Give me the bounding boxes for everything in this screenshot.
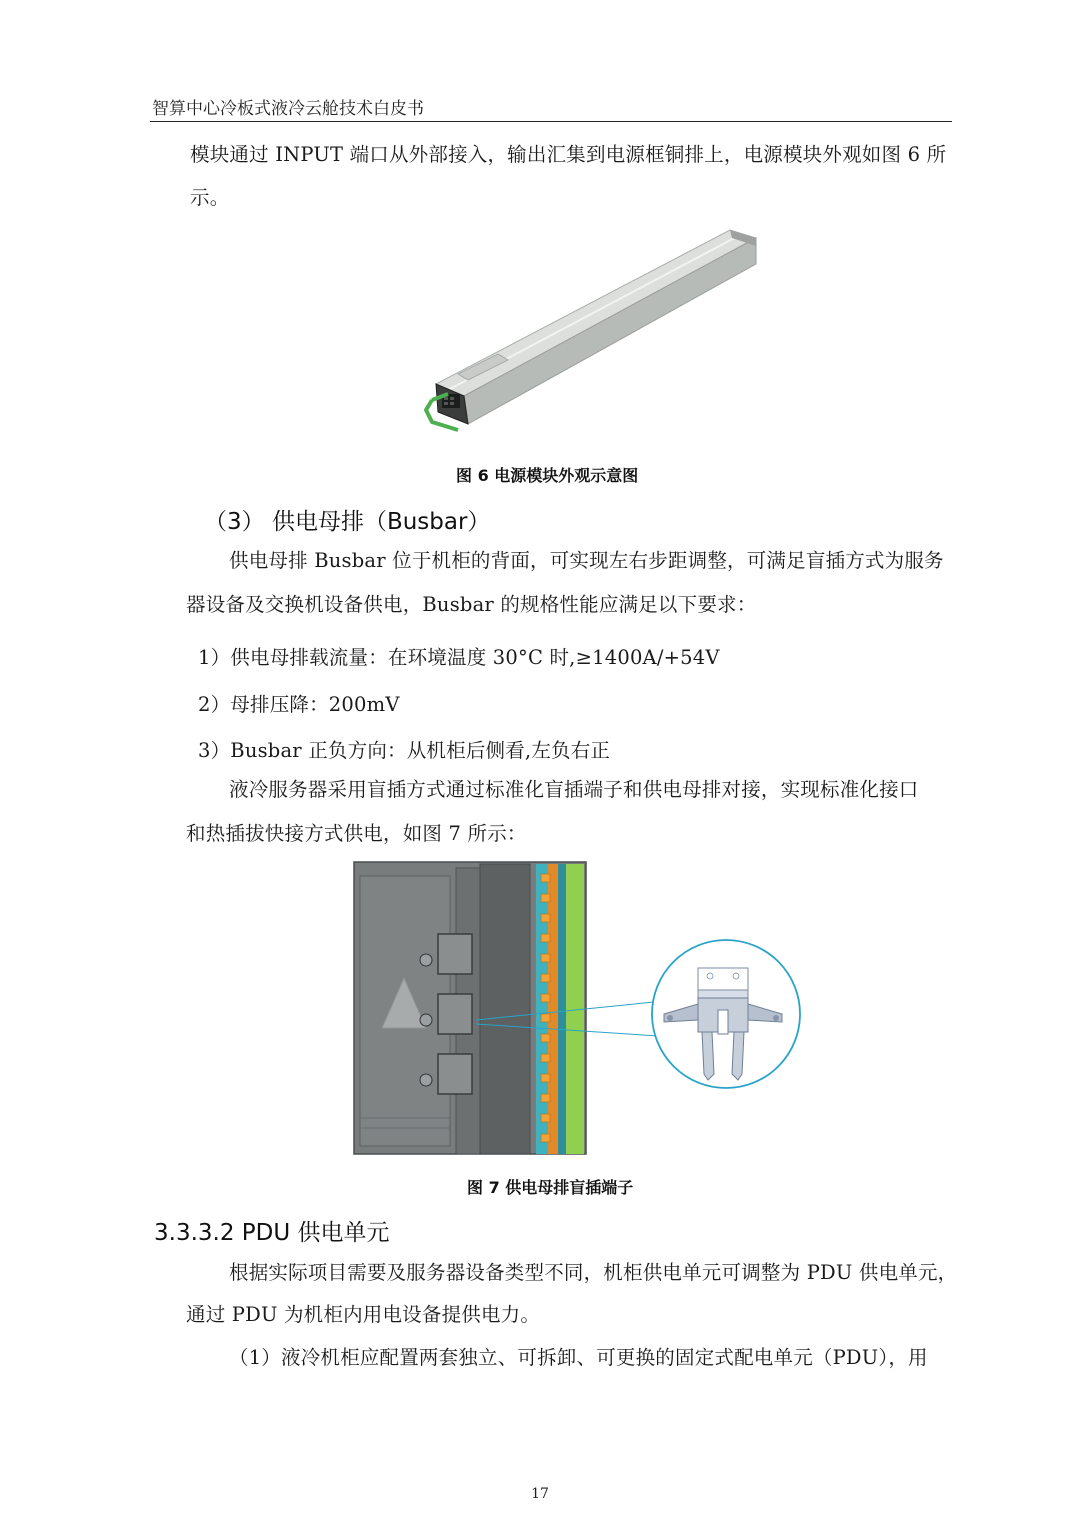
section-heading-busbar: （3） 供电母排（Busbar） bbox=[204, 509, 491, 535]
figure-6-caption: 图 6 电源模块外观示意图 bbox=[456, 466, 639, 485]
busbar-terminal-figure bbox=[352, 860, 804, 1158]
section-heading-pdu: 3.3.3.2 PDU 供电单元 bbox=[154, 1220, 390, 1246]
figure-7-caption: 图 7 供电母排盲插端子 bbox=[467, 1178, 634, 1197]
paragraph-line: 示。 bbox=[190, 186, 230, 209]
header-rule bbox=[150, 121, 952, 122]
power-module-figure bbox=[418, 224, 778, 440]
paragraph-line: 液冷服务器采用盲插方式通过标准化盲插端子和供电母排对接，实现标准化接口 bbox=[229, 778, 919, 801]
paragraph-line: 根据实际项目需要及服务器设备类型不同，机柜供电单元可调整为 PDU 供电单元， bbox=[229, 1261, 958, 1284]
requirement-item: 1）供电母排载流量：在环境温度 30°C 时,≥1400A/+54V bbox=[198, 646, 720, 669]
paragraph-line: 器设备及交换机设备供电，Busbar 的规格性能应满足以下要求： bbox=[186, 593, 757, 616]
paragraph-line: 模块通过 INPUT 端口从外部接入，输出汇集到电源框铜排上，电源模块外观如图 6 所 bbox=[190, 143, 947, 166]
paragraph-line: 和热插拔快接方式供电，如图 7 所示： bbox=[186, 822, 527, 845]
requirement-item: 2）母排压降：200mV bbox=[198, 693, 400, 716]
paragraph-line: 通过 PDU 为机柜内用电设备提供电力。 bbox=[186, 1303, 541, 1326]
paragraph-line: （1）液冷机柜应配置两套独立、可拆卸、可更换的固定式配电单元（PDU），用 bbox=[229, 1346, 928, 1369]
requirement-item: 3）Busbar 正负方向：从机柜后侧看,左负右正 bbox=[198, 739, 611, 762]
paragraph-line: 供电母排 Busbar 位于机柜的背面，可实现左右步距调整，可满足盲插方式为服务 bbox=[229, 549, 944, 572]
page-number: 17 bbox=[531, 1486, 549, 1502]
running-header: 智算中心冷板式液冷云舱技术白皮书 bbox=[152, 99, 424, 119]
